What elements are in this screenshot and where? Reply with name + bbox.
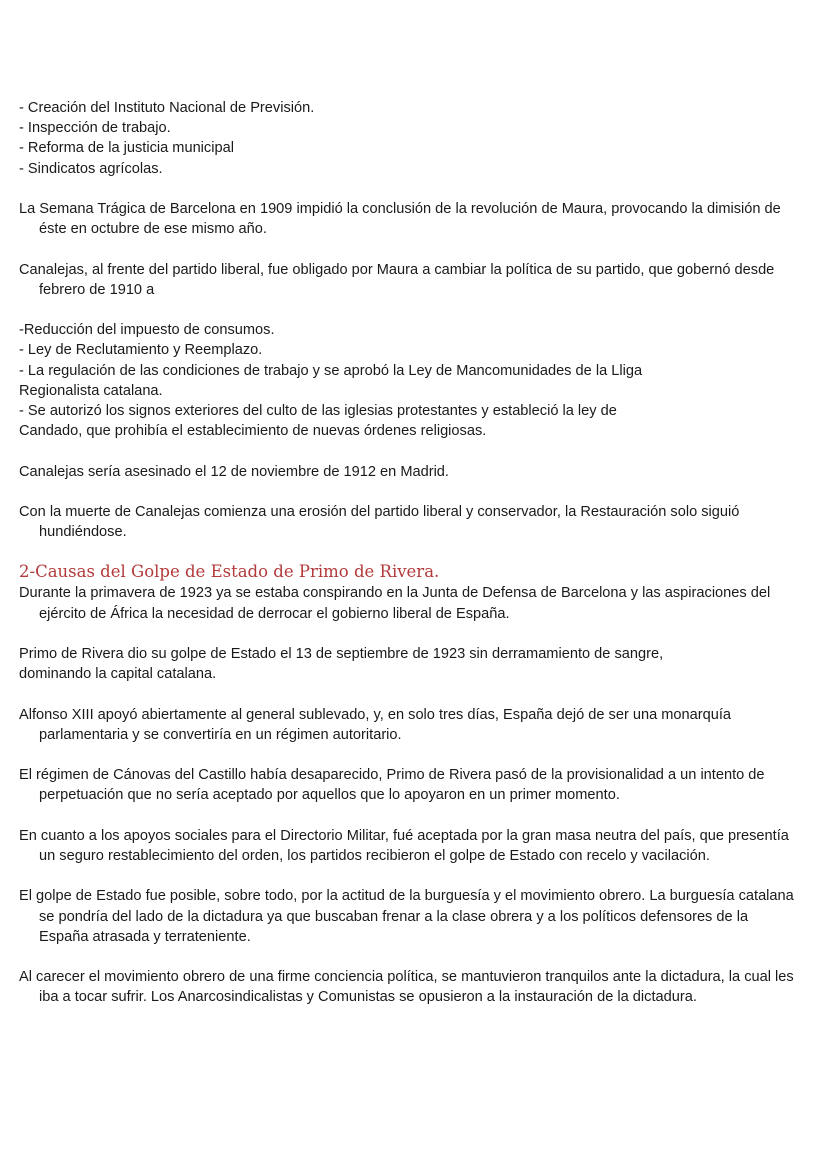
list-item: - Inspección de trabajo. (19, 120, 171, 137)
paragraph-primavera: Durante la primavera de 1923 ya se estaba conspirando en la Junta de Defensa de Barcelona y las aspiraciones del ejército de África la necesidad de derrocar el gobierno liberal de España. (19, 585, 771, 622)
reform-list (19, 98, 799, 179)
list-item: -Reducción del impuesto de consumos. (19, 322, 275, 339)
list-item: - Se autorizó los signos exteriores del culto de las iglesias protestantes y estableció la ley de (19, 403, 617, 419)
list-item: - Reforma de la justicia municipal (19, 140, 234, 157)
paragraph-alfonso: Alfonso XIII apoyó abiertamente al general sublevado, y, en solo tres días, España dejó de ser una monarquía parlamentaria y se convertiría en un régimen autoritario. (19, 706, 732, 743)
list-item: - Ley de Reclutamiento y Reemplazo. (19, 342, 263, 359)
paragraph-erosion: Con la muerte de Canalejas comienza una erosión del partido liberal y conservador, la Restauración solo siguió hundiéndose. (19, 503, 740, 541)
paragraph-burguesia: El golpe de Estado fue posible, sobre todo, por la actitud de la burguesía y el movimiento obrero. La burguesía catalana se pondría del lado de la dictadura ya que buscaban frenar a la clase obrera y a los políticos defensores de la España atrasada y terrateniente. (19, 888, 794, 945)
paragraph-canovas: El régimen de Cánovas del Castillo había desaparecido, Primo de Rivera pasó de la provisionalidad a un intento de perpetuación que no sería aceptado por aquellos que lo apoyaron en un primer momento. (19, 767, 765, 804)
paragraph-golpe (19, 644, 799, 684)
list-item: - La regulación de las condiciones de trabajo y se aprobó la Ley de Mancomunidades de la Lliga (19, 362, 643, 379)
canalejas-measures-list (19, 320, 799, 441)
document-page (19, 98, 799, 1008)
paragraph-semana-tragica: La Semana Trágica de Barcelona en 1909 impidió la conclusión de la revolución de Maura, provocando la dimisión de éste en octubre de ese mismo año. (19, 201, 781, 238)
list-item: - Sindicatos agrícolas. (19, 160, 163, 177)
list-item: Regionalista catalana. (19, 382, 163, 399)
section-heading: 2-Causas del Golpe de Estado de Primo de Rivera. (19, 562, 440, 582)
list-item: Candado, que prohibía el establecimiento de nuevas órdenes religiosas. (19, 423, 487, 440)
text-line: dominando la capital catalana. (19, 666, 217, 683)
text-line: Primo de Rivera dio su golpe de Estado el 13 de septiembre de 1923 sin derramamiento de sangre, (19, 645, 664, 662)
paragraph-obrero: Al carecer el movimiento obrero de una firme conciencia política, se mantuvieron tranquilos ante la dictadura, la cual les iba a tocar sufrir. Los Anarcosindicalistas y Comunistas se opusieron a la instauración de la dictadura. (19, 969, 794, 1006)
paragraph-apoyos: En cuanto a los apoyos sociales para el Directorio Militar, fué aceptada por la gran masa neutra del país, que presentía un seguro restablecimiento del orden, los partidos recibieron el golpe de Estado con recelo y vacilación. (19, 827, 789, 864)
list-item: - Creación del Instituto Nacional de Previsión. (19, 100, 315, 116)
paragraph-canalejas: Canalejas, al frente del partido liberal, fue obligado por Maura a cambiar la política de su partido, que gobernó desde febrero de 1910 a (19, 261, 775, 298)
paragraph-asesinato: Canalejas sería asesinado el 12 de noviembre de 1912 en Madrid. (19, 463, 449, 480)
